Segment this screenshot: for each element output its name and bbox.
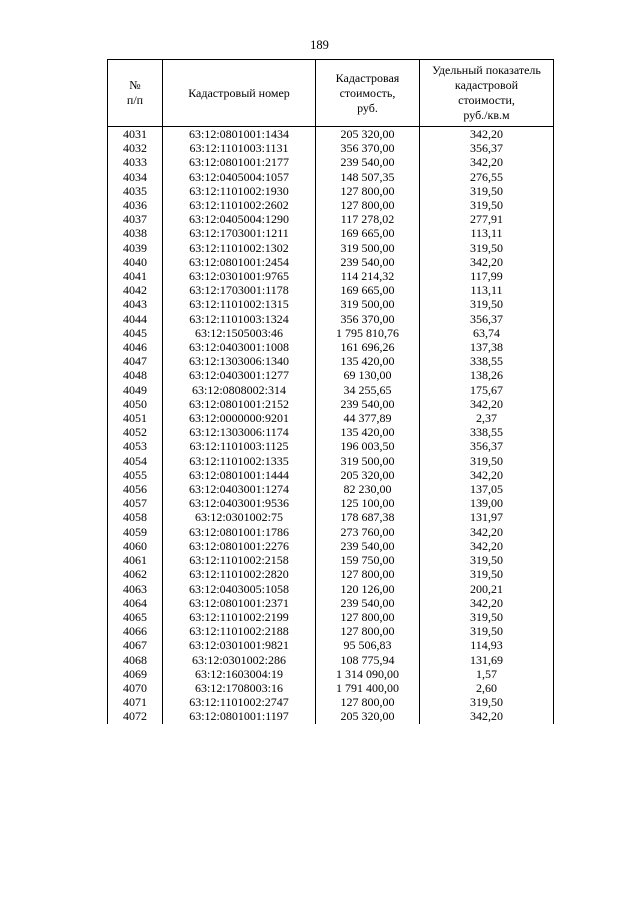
specific-indicator: 2,37 [420, 411, 554, 425]
specific-indicator: 319,50 [420, 184, 554, 198]
table-body [108, 127, 554, 724]
header-specific-indicator: Удельный показатель кадастровой стоимости, руб./кв.м [420, 60, 554, 127]
table-row [108, 496, 554, 510]
row-number: 4066 [108, 624, 163, 638]
cadastral-number: 63:12:0801001:1786 [163, 525, 316, 539]
specific-indicator: 356,37 [420, 141, 554, 155]
table-row [108, 198, 554, 212]
specific-indicator: 114,93 [420, 638, 554, 652]
row-number: 4064 [108, 596, 163, 610]
table-row [108, 283, 554, 297]
row-number: 4040 [108, 255, 163, 269]
cadastral-number: 63:12:0403001:1274 [163, 482, 316, 496]
table-row [108, 709, 554, 723]
cadastral-number: 63:12:0801001:1434 [163, 127, 316, 142]
cadastral-value: 34 255,65 [316, 383, 420, 397]
cadastral-number: 63:12:0301002:286 [163, 653, 316, 667]
table-row [108, 624, 554, 638]
specific-indicator: 137,38 [420, 340, 554, 354]
cadastral-value: 44 377,89 [316, 411, 420, 425]
cadastral-number: 63:12:0801001:2152 [163, 397, 316, 411]
specific-indicator: 319,50 [420, 454, 554, 468]
specific-indicator: 139,00 [420, 496, 554, 510]
row-number: 4031 [108, 127, 163, 142]
specific-indicator: 138,26 [420, 368, 554, 382]
table-row [108, 226, 554, 240]
table-header-row [108, 60, 554, 127]
cadastral-number: 63:12:0403001:9536 [163, 496, 316, 510]
specific-indicator: 342,20 [420, 709, 554, 723]
cadastral-value: 1 314 090,00 [316, 667, 420, 681]
cadastral-value: 120 126,00 [316, 582, 420, 596]
table-row [108, 170, 554, 184]
cadastral-value: 127 800,00 [316, 567, 420, 581]
cadastral-value: 356 370,00 [316, 141, 420, 155]
cadastral-number: 63:12:1101002:2820 [163, 567, 316, 581]
row-number: 4070 [108, 681, 163, 695]
cadastral-number: 63:12:0801001:2371 [163, 596, 316, 610]
cadastral-value: 108 775,94 [316, 653, 420, 667]
specific-indicator: 1,57 [420, 667, 554, 681]
cadastral-number: 63:12:0801001:2454 [163, 255, 316, 269]
cadastral-number: 63:12:1101002:2188 [163, 624, 316, 638]
cadastral-value: 117 278,02 [316, 212, 420, 226]
cadastral-value: 239 540,00 [316, 397, 420, 411]
cadastral-number: 63:12:1101002:2602 [163, 198, 316, 212]
cadastral-number: 63:12:1708003:16 [163, 681, 316, 695]
table-row [108, 596, 554, 610]
cadastral-table [107, 59, 554, 724]
cadastral-value: 239 540,00 [316, 596, 420, 610]
cadastral-number: 63:12:0403001:1277 [163, 368, 316, 382]
table-row [108, 525, 554, 539]
cadastral-number: 63:12:1101003:1324 [163, 312, 316, 326]
cadastral-number: 63:12:0808002:314 [163, 383, 316, 397]
cadastral-number: 63:12:1101002:1335 [163, 454, 316, 468]
table-row [108, 582, 554, 596]
cadastral-number: 63:12:0403001:1008 [163, 340, 316, 354]
table-row [108, 155, 554, 169]
cadastral-number: 63:12:1101002:2158 [163, 553, 316, 567]
table-row [108, 667, 554, 681]
cadastral-number: 63:12:1101003:1131 [163, 141, 316, 155]
cadastral-number: 63:12:0000000:9201 [163, 411, 316, 425]
cadastral-number: 63:12:0801001:1197 [163, 709, 316, 723]
row-number: 4059 [108, 525, 163, 539]
table-row [108, 212, 554, 226]
cadastral-number: 63:12:1101002:2199 [163, 610, 316, 624]
row-number: 4047 [108, 354, 163, 368]
cadastral-value: 69 130,00 [316, 368, 420, 382]
cadastral-number: 63:12:1603004:19 [163, 667, 316, 681]
cadastral-value: 125 100,00 [316, 496, 420, 510]
table-row [108, 326, 554, 340]
specific-indicator: 338,55 [420, 425, 554, 439]
cadastral-number: 63:12:0801001:2276 [163, 539, 316, 553]
table-row [108, 553, 554, 567]
cadastral-value: 135 420,00 [316, 354, 420, 368]
cadastral-number: 63:12:1303006:1174 [163, 425, 316, 439]
row-number: 4060 [108, 539, 163, 553]
table-row [108, 127, 554, 142]
cadastral-number: 63:12:0301001:9821 [163, 638, 316, 652]
specific-indicator: 117,99 [420, 269, 554, 283]
cadastral-value: 135 420,00 [316, 425, 420, 439]
row-number: 4033 [108, 155, 163, 169]
cadastral-number: 63:12:1303006:1340 [163, 354, 316, 368]
row-number: 4038 [108, 226, 163, 240]
table-row [108, 312, 554, 326]
row-number: 4052 [108, 425, 163, 439]
row-number: 4037 [108, 212, 163, 226]
table-row [108, 539, 554, 553]
specific-indicator: 131,69 [420, 653, 554, 667]
cadastral-value: 148 507,35 [316, 170, 420, 184]
cadastral-value: 127 800,00 [316, 184, 420, 198]
table-row [108, 340, 554, 354]
cadastral-value: 239 540,00 [316, 539, 420, 553]
cadastral-value: 178 687,38 [316, 510, 420, 524]
cadastral-value: 205 320,00 [316, 468, 420, 482]
table-row [108, 269, 554, 283]
row-number: 4058 [108, 510, 163, 524]
specific-indicator: 356,37 [420, 439, 554, 453]
cadastral-value: 1 791 400,00 [316, 681, 420, 695]
row-number: 4063 [108, 582, 163, 596]
page-number: 189 [310, 38, 329, 52]
specific-indicator: 113,11 [420, 283, 554, 297]
table-row [108, 695, 554, 709]
row-number: 4035 [108, 184, 163, 198]
specific-indicator: 319,50 [420, 695, 554, 709]
specific-indicator: 342,20 [420, 525, 554, 539]
cadastral-number: 63:12:0405004:1290 [163, 212, 316, 226]
cadastral-number: 63:12:1505003:46 [163, 326, 316, 340]
row-number: 4068 [108, 653, 163, 667]
specific-indicator: 137,05 [420, 482, 554, 496]
cadastral-value: 127 800,00 [316, 695, 420, 709]
specific-indicator: 342,20 [420, 255, 554, 269]
table-row [108, 482, 554, 496]
cadastral-number: 63:12:0301001:9765 [163, 269, 316, 283]
specific-indicator: 276,55 [420, 170, 554, 184]
row-number: 4048 [108, 368, 163, 382]
cadastral-value: 273 760,00 [316, 525, 420, 539]
cadastral-value: 205 320,00 [316, 709, 420, 723]
cadastral-value: 239 540,00 [316, 155, 420, 169]
table-row [108, 425, 554, 439]
row-number: 4045 [108, 326, 163, 340]
cadastral-value: 319 500,00 [316, 241, 420, 255]
specific-indicator: 342,20 [420, 397, 554, 411]
specific-indicator: 319,50 [420, 241, 554, 255]
table-row [108, 297, 554, 311]
row-number: 4055 [108, 468, 163, 482]
cadastral-value: 114 214,32 [316, 269, 420, 283]
cadastral-value: 127 800,00 [316, 624, 420, 638]
specific-indicator: 342,20 [420, 539, 554, 553]
specific-indicator: 319,50 [420, 553, 554, 567]
specific-indicator: 342,20 [420, 155, 554, 169]
table-row [108, 567, 554, 581]
cadastral-number: 63:12:1703001:1178 [163, 283, 316, 297]
cadastral-value: 127 800,00 [316, 610, 420, 624]
table-row [108, 141, 554, 155]
cadastral-number: 63:12:1101002:1315 [163, 297, 316, 311]
row-number: 4043 [108, 297, 163, 311]
table-row [108, 439, 554, 453]
cadastral-value: 205 320,00 [316, 127, 420, 142]
table-row [108, 653, 554, 667]
specific-indicator: 131,97 [420, 510, 554, 524]
cadastral-number: 63:12:1101002:1930 [163, 184, 316, 198]
row-number: 4057 [108, 496, 163, 510]
cadastral-value: 82 230,00 [316, 482, 420, 496]
header-cadastral-number: Кадастровый номер [163, 60, 316, 127]
specific-indicator: 342,20 [420, 127, 554, 142]
cadastral-value: 239 540,00 [316, 255, 420, 269]
table-row [108, 255, 554, 269]
table-row [108, 397, 554, 411]
table-row [108, 610, 554, 624]
row-number: 4046 [108, 340, 163, 354]
cadastral-number: 63:12:1101002:1302 [163, 241, 316, 255]
table-row [108, 681, 554, 695]
row-number: 4072 [108, 709, 163, 723]
cadastral-number: 63:12:0403005:1058 [163, 582, 316, 596]
specific-indicator: 200,21 [420, 582, 554, 596]
row-number: 4049 [108, 383, 163, 397]
specific-indicator: 277,91 [420, 212, 554, 226]
specific-indicator: 342,20 [420, 468, 554, 482]
row-number: 4034 [108, 170, 163, 184]
row-number: 4041 [108, 269, 163, 283]
header-num: № п/п [108, 60, 163, 127]
table-row [108, 468, 554, 482]
specific-indicator: 319,50 [420, 624, 554, 638]
row-number: 4039 [108, 241, 163, 255]
row-number: 4032 [108, 141, 163, 155]
table-row [108, 510, 554, 524]
table-row [108, 241, 554, 255]
row-number: 4053 [108, 439, 163, 453]
row-number: 4065 [108, 610, 163, 624]
specific-indicator: 319,50 [420, 198, 554, 212]
row-number: 4036 [108, 198, 163, 212]
cadastral-value: 319 500,00 [316, 454, 420, 468]
cadastral-number: 63:12:1101002:2747 [163, 695, 316, 709]
cadastral-value: 159 750,00 [316, 553, 420, 567]
specific-indicator: 319,50 [420, 297, 554, 311]
table-row [108, 638, 554, 652]
specific-indicator: 319,50 [420, 567, 554, 581]
cadastral-value: 319 500,00 [316, 297, 420, 311]
row-number: 4069 [108, 667, 163, 681]
specific-indicator: 175,67 [420, 383, 554, 397]
cadastral-number: 63:12:0405004:1057 [163, 170, 316, 184]
table-row [108, 454, 554, 468]
cadastral-number: 63:12:0801001:1444 [163, 468, 316, 482]
specific-indicator: 319,50 [420, 610, 554, 624]
cadastral-value: 127 800,00 [316, 198, 420, 212]
row-number: 4062 [108, 567, 163, 581]
cadastral-value: 169 665,00 [316, 283, 420, 297]
row-number: 4071 [108, 695, 163, 709]
specific-indicator: 338,55 [420, 354, 554, 368]
table-row [108, 383, 554, 397]
row-number: 4051 [108, 411, 163, 425]
specific-indicator: 342,20 [420, 596, 554, 610]
cadastral-value: 356 370,00 [316, 312, 420, 326]
row-number: 4050 [108, 397, 163, 411]
row-number: 4061 [108, 553, 163, 567]
table-row [108, 368, 554, 382]
header-cadastral-value: Кадастровая стоимость, руб. [316, 60, 420, 127]
cadastral-number: 63:12:1101003:1125 [163, 439, 316, 453]
row-number: 4042 [108, 283, 163, 297]
cadastral-number: 63:12:0801001:2177 [163, 155, 316, 169]
table-row [108, 411, 554, 425]
specific-indicator: 356,37 [420, 312, 554, 326]
specific-indicator: 63,74 [420, 326, 554, 340]
row-number: 4044 [108, 312, 163, 326]
table-row [108, 184, 554, 198]
specific-indicator: 2,60 [420, 681, 554, 695]
row-number: 4056 [108, 482, 163, 496]
specific-indicator: 113,11 [420, 226, 554, 240]
cadastral-value: 161 696,26 [316, 340, 420, 354]
cadastral-value: 95 506,83 [316, 638, 420, 652]
cadastral-value: 196 003,50 [316, 439, 420, 453]
table-row [108, 354, 554, 368]
cadastral-value: 1 795 810,76 [316, 326, 420, 340]
cadastral-value: 169 665,00 [316, 226, 420, 240]
cadastral-number: 63:12:0301002:75 [163, 510, 316, 524]
row-number: 4054 [108, 454, 163, 468]
row-number: 4067 [108, 638, 163, 652]
cadastral-number: 63:12:1703001:1211 [163, 226, 316, 240]
